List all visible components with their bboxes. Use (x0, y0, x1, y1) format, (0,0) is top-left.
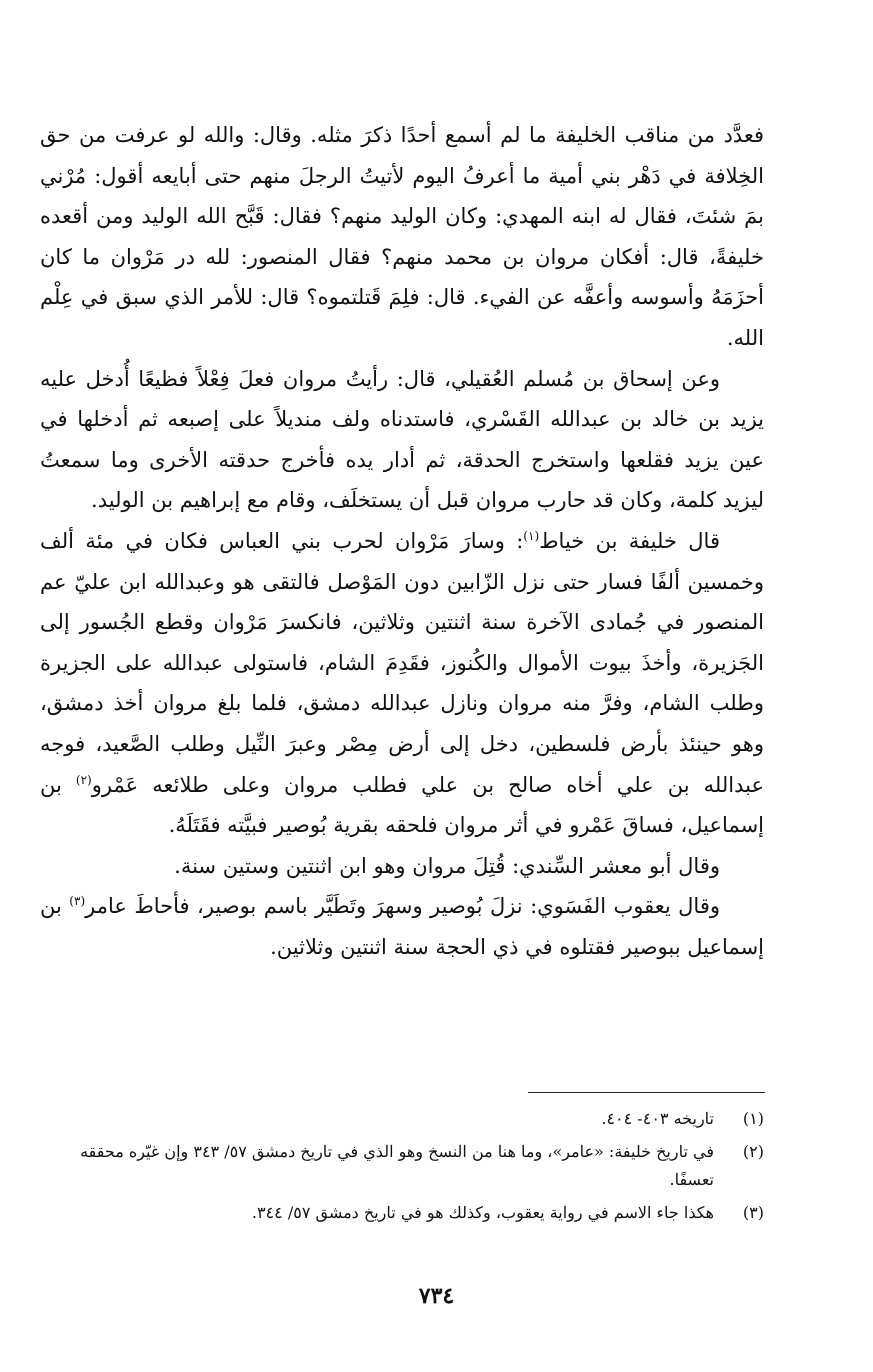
footnotes (40, 1105, 764, 1232)
paragraph-3 (40, 521, 764, 846)
paragraph-3-end: بن إسماعيل، فساقَ عَمْرو في أثر مروان فلحقه بقرية بُوصير فبيَّته فقَتَلَهُ. (40, 772, 764, 838)
paragraph-2: وعن إسحاق بن مُسلم العُقيلي، قال: رأيتُ مروان فعلَ فِعْلاً فظيعًا أُدخل عليه يزيد بن خالد بن عبدالله القَسْري، فاستدناه ولف منديلاً على إصبعه ثم أدخلها في عين يزيد فقلعها واستخرج الحدقة، ثم أدار يده فأخرج حدقته الأخرى وما سمعتُ ليزيد كلمة، وكان قد حارب مروان قبل أن يستخلَف، وقام مع إبراهيم بن الوليد. (40, 366, 764, 513)
footnote-text: في تاريخ خليفة: «عامر»، وما هنا من النسخ وهو الذي في تاريخ دمشق ٥٧/ ٣٤٣ وإن غيّره محققه تعسفًا. (80, 1142, 714, 1189)
footnote-2 (40, 1138, 764, 1194)
paragraph-1: فعدَّد من مناقب الخليفة ما لم أسمع أحدًا ذكرَ مثله. وقال: والله لو عرفت من حق الخِلافة في دَهْر بني أمية ما أعرفُ اليوم لأتيتُ الرجلَ منهم حتى أبايعه أقول: مُرْني بمَ شئتَ، فقال له ابنه المهدي: وكان الوليد منهم؟ فقال: قَبَّح الله الوليد ومن أقعده خليفةً، قال: أفكان مروان بن محمد منهم؟ فقال المنصور: لله در مَرْوان ما كان أحزَمَهُ وأسوسه وأعفَّه عن الفيء. قال: فلِمَ قَتلتموه؟ قال: للأمر الذي سبق في عِلْم الله. (40, 123, 765, 350)
footnote-3 (40, 1199, 764, 1227)
paragraph-5-start: وقال يعقوب الفَسَوي: نزلَ بُوصير وسهرَ وتَطَيَّر باسم بوصير، فأحاطَ عامر (85, 894, 721, 919)
paragraph-3-middle: : وسارَ مَرْوان لحرب بني العباس فكان في مئة ألف وخمسين ألفًا فسار حتى نزل الزّابين دون المَوْصل فالتقى هو وعبدالله ابن عليّ عم المنصور في جُمادى الآخرة سنة اثنتين وثلاثين، فانكسرَ مَرْوان وقطع الجُسور إلى الجَزيرة، وأخذَ بيوت الأموال والكُنوز، فقَدِمَ الشام، فاستولى عبدالله على الجزيرة وطلب الشام، وفرَّ منه مروان ونازل عبدالله دمشق، فلما بلغ مروان أخذ دمشق، وهو حينئذ بأرض فلسطين، دخل إلى أرض مِصْر وعبرَ النِّيل وطلب الصَّعيد، فوجه عبدالله بن علي أخاه صالح بن علي فطلب مروان وعلى طلائعه عَمْرو (40, 528, 764, 797)
footnote-number: (٣) (742, 1203, 764, 1222)
paragraph-3-start: قال خليفة بن خياط (539, 528, 720, 553)
page-number: ٧٣٤ (418, 1283, 455, 1309)
paragraph-5 (40, 886, 764, 967)
footnote-ref-3[interactable]: (٣) (69, 894, 86, 909)
footnote-text: تاريخه ٤٠٣- ٤٠٤. (601, 1109, 714, 1128)
footnote-1 (40, 1105, 764, 1133)
main-text (40, 115, 764, 967)
footnote-divider (528, 1092, 765, 1093)
footnote-ref-2[interactable]: (٢) (75, 772, 92, 787)
footnote-text: هكذا جاء الاسم في رواية يعقوب، وكذلك هو في تاريخ دمشق ٥٧/ ٣٤٤. (251, 1203, 714, 1222)
paragraph-5-end: بن إسماعيل ببوصير فقتلوه في ذي الحجة سنة اثنتين وثلاثين. (40, 894, 764, 959)
footnote-number: (١) (742, 1109, 764, 1128)
paragraph-4: وقال أبو معشر السِّندي: قُتِلَ مروان وهو ابن اثنتين وستين سنة. (174, 853, 720, 878)
footnote-ref-1[interactable]: (١) (523, 528, 540, 543)
footnote-number: (٢) (742, 1142, 764, 1161)
